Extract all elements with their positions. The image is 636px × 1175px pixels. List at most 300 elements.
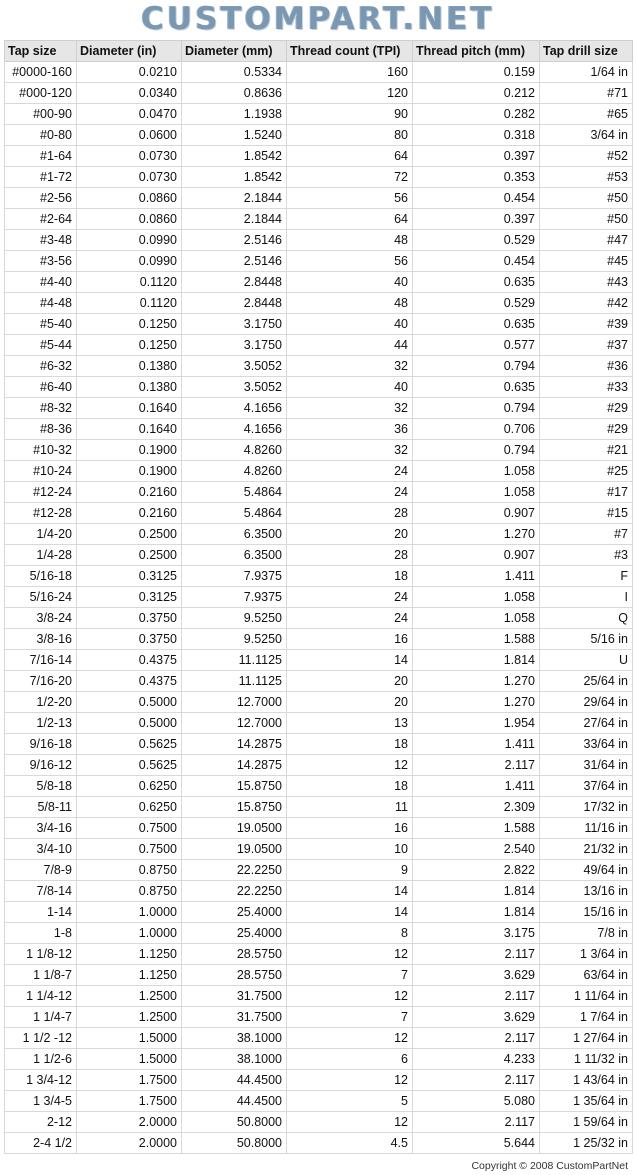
diameter-in-cell: 0.6250 [77, 797, 182, 818]
thread-pitch-cell: 5.644 [413, 1133, 540, 1154]
diameter-in-cell: 1.0000 [77, 902, 182, 923]
table-row [5, 671, 633, 692]
thread-pitch-cell: 1.814 [413, 881, 540, 902]
table-row [5, 188, 633, 209]
tap-size-cell: #5-44 [5, 335, 77, 356]
thread-pitch-cell: 0.635 [413, 314, 540, 335]
diameter-in-cell: 0.1120 [77, 272, 182, 293]
tap-drill-size-cell: #3 [540, 545, 633, 566]
tap-size-cell: #8-32 [5, 398, 77, 419]
tap-size-cell: #0-80 [5, 125, 77, 146]
diameter-in-cell: 0.0340 [77, 83, 182, 104]
thread-pitch-cell: 0.907 [413, 545, 540, 566]
diameter-mm-cell: 3.5052 [182, 356, 287, 377]
diameter-in-cell: 2.0000 [77, 1112, 182, 1133]
diameter-mm-cell: 11.1125 [182, 650, 287, 671]
tap-drill-size-cell: #29 [540, 398, 633, 419]
thread-count-cell: 20 [287, 692, 413, 713]
table-row [5, 482, 633, 503]
thread-count-cell: 18 [287, 734, 413, 755]
table-row [5, 398, 633, 419]
tap-size-cell: 1 1/2 -12 [5, 1028, 77, 1049]
diameter-mm-cell: 3.5052 [182, 377, 287, 398]
thread-count-cell: 18 [287, 566, 413, 587]
thread-pitch-cell: 2.117 [413, 1070, 540, 1091]
tap-drill-size-cell: 1 59/64 in [540, 1112, 633, 1133]
tap-drill-size-cell: #15 [540, 503, 633, 524]
tap-drill-size-cell: #7 [540, 524, 633, 545]
diameter-in-cell: 0.0470 [77, 104, 182, 125]
diameter-mm-cell: 9.5250 [182, 629, 287, 650]
thread-pitch-cell: 2.309 [413, 797, 540, 818]
thread-count-cell: 6 [287, 1049, 413, 1070]
diameter-in-cell: 1.1250 [77, 944, 182, 965]
table-row [5, 524, 633, 545]
tap-size-cell: 1 1/4-12 [5, 986, 77, 1007]
diameter-mm-cell: 1.8542 [182, 167, 287, 188]
diameter-in-cell: 0.5000 [77, 692, 182, 713]
tap-size-cell: 7/16-14 [5, 650, 77, 671]
tap-size-cell: #6-40 [5, 377, 77, 398]
tap-size-cell: 9/16-18 [5, 734, 77, 755]
tap-size-cell: 3/8-16 [5, 629, 77, 650]
table-body [5, 62, 633, 1154]
thread-pitch-cell: 0.397 [413, 146, 540, 167]
thread-count-cell: 12 [287, 755, 413, 776]
thread-count-cell: 4.5 [287, 1133, 413, 1154]
diameter-in-cell: 0.7500 [77, 839, 182, 860]
tap-drill-size-cell: 5/16 in [540, 629, 633, 650]
tap-drill-size-cell: 49/64 in [540, 860, 633, 881]
diameter-in-cell: 0.0600 [77, 125, 182, 146]
tap-size-cell: 1/4-20 [5, 524, 77, 545]
tap-size-cell: 5/16-18 [5, 566, 77, 587]
tap-drill-size-cell: 25/64 in [540, 671, 633, 692]
table-row [5, 776, 633, 797]
diameter-mm-cell: 19.0500 [182, 818, 287, 839]
diameter-mm-cell: 5.4864 [182, 503, 287, 524]
thread-count-cell: 16 [287, 818, 413, 839]
diameter-in-cell: 0.3750 [77, 629, 182, 650]
tap-size-cell: #00-90 [5, 104, 77, 125]
table-row [5, 314, 633, 335]
thread-count-cell: 64 [287, 146, 413, 167]
thread-count-cell: 13 [287, 713, 413, 734]
tap-drill-size-cell: #33 [540, 377, 633, 398]
thread-pitch-cell: 0.635 [413, 272, 540, 293]
diameter-mm-cell: 2.1844 [182, 188, 287, 209]
diameter-in-cell: 1.5000 [77, 1049, 182, 1070]
tap-size-cell: 5/8-11 [5, 797, 77, 818]
diameter-mm-cell: 50.8000 [182, 1112, 287, 1133]
thread-count-cell: 12 [287, 944, 413, 965]
thread-pitch-cell: 0.635 [413, 377, 540, 398]
table-row [5, 293, 633, 314]
tap-size-cell: 1 3/4-5 [5, 1091, 77, 1112]
diameter-mm-cell: 31.7500 [182, 986, 287, 1007]
diameter-in-cell: 0.1250 [77, 314, 182, 335]
tap-size-cell: 7/8-14 [5, 881, 77, 902]
diameter-mm-cell: 22.2250 [182, 881, 287, 902]
diameter-in-cell: 0.0730 [77, 167, 182, 188]
tap-drill-size-cell: 1 11/32 in [540, 1049, 633, 1070]
table-row [5, 377, 633, 398]
table-row [5, 440, 633, 461]
table-row [5, 461, 633, 482]
diameter-mm-cell: 2.5146 [182, 251, 287, 272]
tap-drill-size-cell: #25 [540, 461, 633, 482]
diameter-mm-cell: 50.8000 [182, 1133, 287, 1154]
tap-drill-size-cell: 27/64 in [540, 713, 633, 734]
thread-pitch-cell: 1.411 [413, 566, 540, 587]
table-header-row [5, 41, 633, 62]
table-row [5, 734, 633, 755]
thread-pitch-cell: 0.529 [413, 230, 540, 251]
tap-size-cell: #4-40 [5, 272, 77, 293]
diameter-in-cell: 2.0000 [77, 1133, 182, 1154]
diameter-in-cell: 0.4375 [77, 650, 182, 671]
table-row [5, 818, 633, 839]
diameter-in-cell: 0.0730 [77, 146, 182, 167]
copyright-notice: Copyright © 2008 CustomPartNet [471, 1160, 628, 1172]
thread-pitch-cell: 0.529 [413, 293, 540, 314]
thread-count-cell: 14 [287, 881, 413, 902]
thread-pitch-cell: 0.706 [413, 419, 540, 440]
diameter-in-cell: 0.0990 [77, 251, 182, 272]
thread-pitch-cell: 1.411 [413, 776, 540, 797]
diameter-in-cell: 0.8750 [77, 881, 182, 902]
table-row [5, 755, 633, 776]
thread-pitch-cell: 2.117 [413, 755, 540, 776]
table-row [5, 839, 633, 860]
thread-count-cell: 8 [287, 923, 413, 944]
tap-size-cell: 1/2-13 [5, 713, 77, 734]
thread-pitch-cell: 1.270 [413, 671, 540, 692]
diameter-in-cell: 0.2500 [77, 545, 182, 566]
tap-drill-size-cell: #42 [540, 293, 633, 314]
tap-drill-size-cell: #65 [540, 104, 633, 125]
table-row [5, 692, 633, 713]
tap-drill-size-cell: 1/64 in [540, 62, 633, 83]
table-row [5, 1028, 633, 1049]
tap-drill-size-cell: #43 [540, 272, 633, 293]
diameter-in-cell: 0.7500 [77, 818, 182, 839]
diameter-mm-cell: 6.3500 [182, 524, 287, 545]
thread-pitch-cell: 1.814 [413, 650, 540, 671]
thread-count-cell: 18 [287, 776, 413, 797]
thread-count-cell: 7 [287, 965, 413, 986]
tap-size-cell: 3/4-10 [5, 839, 77, 860]
thread-pitch-cell: 1.588 [413, 629, 540, 650]
tap-size-cell: 1 1/8-12 [5, 944, 77, 965]
tap-drill-size-cell: 21/32 in [540, 839, 633, 860]
thread-count-cell: 24 [287, 482, 413, 503]
thread-count-cell: 120 [287, 83, 413, 104]
tap-size-table [4, 40, 633, 1154]
thread-pitch-cell: 1.058 [413, 587, 540, 608]
diameter-mm-cell: 4.8260 [182, 440, 287, 461]
tap-drill-size-cell: 1 7/64 in [540, 1007, 633, 1028]
table-row [5, 944, 633, 965]
thread-pitch-cell: 0.907 [413, 503, 540, 524]
tap-size-cell: 1/4-28 [5, 545, 77, 566]
diameter-mm-cell: 22.2250 [182, 860, 287, 881]
tap-size-cell: #12-24 [5, 482, 77, 503]
table-row [5, 1007, 633, 1028]
table-row [5, 1049, 633, 1070]
thread-pitch-cell: 1.588 [413, 818, 540, 839]
thread-count-cell: 40 [287, 377, 413, 398]
thread-count-cell: 40 [287, 314, 413, 335]
thread-count-cell: 14 [287, 650, 413, 671]
diameter-in-cell: 1.2500 [77, 986, 182, 1007]
diameter-in-cell: 0.5625 [77, 734, 182, 755]
tap-drill-size-cell: 15/16 in [540, 902, 633, 923]
thread-pitch-cell: 0.794 [413, 440, 540, 461]
tap-size-cell: 1/2-20 [5, 692, 77, 713]
tap-drill-size-cell: #36 [540, 356, 633, 377]
diameter-in-cell: 1.1250 [77, 965, 182, 986]
thread-pitch-cell: 4.233 [413, 1049, 540, 1070]
thread-pitch-cell: 2.117 [413, 1112, 540, 1133]
table-row [5, 1133, 633, 1154]
thread-count-cell: 64 [287, 209, 413, 230]
diameter-mm-cell: 4.8260 [182, 461, 287, 482]
tap-size-cell: #0000-160 [5, 62, 77, 83]
thread-count-cell: 24 [287, 608, 413, 629]
thread-pitch-cell: 3.629 [413, 965, 540, 986]
thread-count-cell: 48 [287, 293, 413, 314]
tap-drill-size-cell: #29 [540, 419, 633, 440]
diameter-in-cell: 0.3125 [77, 566, 182, 587]
diameter-in-cell: 0.5000 [77, 713, 182, 734]
thread-pitch-cell: 2.822 [413, 860, 540, 881]
diameter-in-cell: 0.0860 [77, 209, 182, 230]
diameter-in-cell: 1.7500 [77, 1091, 182, 1112]
tap-drill-size-cell: 1 25/32 in [540, 1133, 633, 1154]
table-row [5, 986, 633, 1007]
tap-drill-size-cell: #53 [540, 167, 633, 188]
thread-count-cell: 90 [287, 104, 413, 125]
tap-size-cell: #2-56 [5, 188, 77, 209]
tap-size-cell: 1-8 [5, 923, 77, 944]
thread-pitch-cell: 0.318 [413, 125, 540, 146]
table-row [5, 125, 633, 146]
column-header: Diameter (mm) [182, 41, 287, 62]
thread-pitch-cell: 0.159 [413, 62, 540, 83]
tap-drill-size-cell: #71 [540, 83, 633, 104]
tap-drill-size-cell: 63/64 in [540, 965, 633, 986]
tap-drill-size-cell: 1 3/64 in [540, 944, 633, 965]
diameter-mm-cell: 44.4500 [182, 1091, 287, 1112]
thread-pitch-cell: 3.175 [413, 923, 540, 944]
diameter-in-cell: 0.4375 [77, 671, 182, 692]
thread-pitch-cell: 1.058 [413, 461, 540, 482]
tap-size-cell: #3-48 [5, 230, 77, 251]
diameter-mm-cell: 19.0500 [182, 839, 287, 860]
diameter-in-cell: 0.1380 [77, 377, 182, 398]
tap-drill-size-cell: Q [540, 608, 633, 629]
thread-count-cell: 24 [287, 461, 413, 482]
table-row [5, 419, 633, 440]
thread-count-cell: 44 [287, 335, 413, 356]
tap-drill-size-cell: 31/64 in [540, 755, 633, 776]
tap-size-cell: #5-40 [5, 314, 77, 335]
diameter-mm-cell: 3.1750 [182, 335, 287, 356]
diameter-in-cell: 0.1900 [77, 461, 182, 482]
tap-size-cell: 1 1/8-7 [5, 965, 77, 986]
diameter-mm-cell: 15.8750 [182, 797, 287, 818]
thread-pitch-cell: 0.454 [413, 188, 540, 209]
diameter-mm-cell: 1.8542 [182, 146, 287, 167]
tap-size-cell: #10-32 [5, 440, 77, 461]
tap-size-cell: 1 1/2-6 [5, 1049, 77, 1070]
tap-size-cell: #3-56 [5, 251, 77, 272]
diameter-in-cell: 0.3750 [77, 608, 182, 629]
table-row [5, 965, 633, 986]
tap-size-cell: 7/8-9 [5, 860, 77, 881]
tap-drill-size-cell: #45 [540, 251, 633, 272]
diameter-mm-cell: 12.7000 [182, 713, 287, 734]
thread-pitch-cell: 0.454 [413, 251, 540, 272]
tap-size-cell: 3/8-24 [5, 608, 77, 629]
tap-drill-size-cell: #50 [540, 188, 633, 209]
thread-pitch-cell: 3.629 [413, 1007, 540, 1028]
diameter-in-cell: 1.7500 [77, 1070, 182, 1091]
diameter-mm-cell: 1.5240 [182, 125, 287, 146]
thread-count-cell: 20 [287, 671, 413, 692]
diameter-in-cell: 0.5625 [77, 755, 182, 776]
diameter-mm-cell: 25.4000 [182, 902, 287, 923]
thread-count-cell: 32 [287, 440, 413, 461]
tap-drill-size-cell: 29/64 in [540, 692, 633, 713]
thread-count-cell: 28 [287, 503, 413, 524]
tap-size-cell: 1 3/4-12 [5, 1070, 77, 1091]
diameter-mm-cell: 14.2875 [182, 734, 287, 755]
table-row [5, 335, 633, 356]
tap-size-cell: #000-120 [5, 83, 77, 104]
diameter-mm-cell: 4.1656 [182, 398, 287, 419]
thread-pitch-cell: 1.058 [413, 482, 540, 503]
thread-pitch-cell: 0.397 [413, 209, 540, 230]
diameter-mm-cell: 44.4500 [182, 1070, 287, 1091]
tap-drill-size-cell: #47 [540, 230, 633, 251]
thread-count-cell: 32 [287, 398, 413, 419]
table-row [5, 902, 633, 923]
thread-count-cell: 56 [287, 188, 413, 209]
table-row [5, 83, 633, 104]
diameter-in-cell: 0.0860 [77, 188, 182, 209]
thread-count-cell: 12 [287, 1112, 413, 1133]
tap-size-cell: 1-14 [5, 902, 77, 923]
tap-drill-size-cell: #17 [540, 482, 633, 503]
diameter-mm-cell: 2.8448 [182, 272, 287, 293]
thread-count-cell: 80 [287, 125, 413, 146]
diameter-in-cell: 0.1640 [77, 419, 182, 440]
tap-drill-size-cell: F [540, 566, 633, 587]
table-row [5, 146, 633, 167]
table-row [5, 1091, 633, 1112]
tap-size-cell: 5/16-24 [5, 587, 77, 608]
table-row [5, 608, 633, 629]
tap-size-cell: #10-24 [5, 461, 77, 482]
thread-pitch-cell: 0.577 [413, 335, 540, 356]
diameter-mm-cell: 14.2875 [182, 755, 287, 776]
table-row [5, 713, 633, 734]
table-row [5, 923, 633, 944]
diameter-in-cell: 0.1380 [77, 356, 182, 377]
thread-count-cell: 20 [287, 524, 413, 545]
tap-drill-size-cell: 7/8 in [540, 923, 633, 944]
thread-count-cell: 9 [287, 860, 413, 881]
tap-drill-size-cell: #21 [540, 440, 633, 461]
thread-count-cell: 160 [287, 62, 413, 83]
diameter-in-cell: 0.1900 [77, 440, 182, 461]
tap-drill-size-cell: 17/32 in [540, 797, 633, 818]
tap-drill-size-cell: 37/64 in [540, 776, 633, 797]
tap-drill-size-cell: 13/16 in [540, 881, 633, 902]
thread-pitch-cell: 0.794 [413, 398, 540, 419]
diameter-mm-cell: 6.3500 [182, 545, 287, 566]
thread-pitch-cell: 2.117 [413, 944, 540, 965]
thread-pitch-cell: 2.117 [413, 1028, 540, 1049]
tap-drill-size-cell: #37 [540, 335, 633, 356]
diameter-in-cell: 0.2160 [77, 503, 182, 524]
thread-pitch-cell: 5.080 [413, 1091, 540, 1112]
thread-pitch-cell: 2.540 [413, 839, 540, 860]
diameter-mm-cell: 31.7500 [182, 1007, 287, 1028]
thread-count-cell: 7 [287, 1007, 413, 1028]
diameter-mm-cell: 2.5146 [182, 230, 287, 251]
tap-drill-size-cell: #39 [540, 314, 633, 335]
diameter-mm-cell: 3.1750 [182, 314, 287, 335]
tap-drill-size-cell: 3/64 in [540, 125, 633, 146]
thread-pitch-cell: 0.794 [413, 356, 540, 377]
tap-size-cell: #8-36 [5, 419, 77, 440]
diameter-mm-cell: 4.1656 [182, 419, 287, 440]
tap-size-cell: 3/4-16 [5, 818, 77, 839]
thread-pitch-cell: 2.117 [413, 986, 540, 1007]
table-row [5, 356, 633, 377]
diameter-in-cell: 0.1250 [77, 335, 182, 356]
tap-size-cell: #4-48 [5, 293, 77, 314]
thread-count-cell: 40 [287, 272, 413, 293]
column-header: Thread pitch (mm) [413, 41, 540, 62]
table-row [5, 860, 633, 881]
thread-count-cell: 16 [287, 629, 413, 650]
diameter-mm-cell: 2.8448 [182, 293, 287, 314]
diameter-mm-cell: 7.9375 [182, 587, 287, 608]
thread-count-cell: 32 [287, 356, 413, 377]
table-row [5, 167, 633, 188]
tap-drill-size-cell: U [540, 650, 633, 671]
thread-count-cell: 56 [287, 251, 413, 272]
thread-pitch-cell: 1.814 [413, 902, 540, 923]
thread-pitch-cell: 1.954 [413, 713, 540, 734]
thread-pitch-cell: 1.270 [413, 692, 540, 713]
table-row [5, 104, 633, 125]
diameter-in-cell: 0.1120 [77, 293, 182, 314]
tap-drill-size-cell: I [540, 587, 633, 608]
thread-count-cell: 24 [287, 587, 413, 608]
site-logo [0, 0, 636, 40]
table-row [5, 209, 633, 230]
diameter-mm-cell: 2.1844 [182, 209, 287, 230]
thread-pitch-cell: 0.353 [413, 167, 540, 188]
diameter-in-cell: 0.2160 [77, 482, 182, 503]
tap-drill-size-cell: #52 [540, 146, 633, 167]
tap-size-cell: #1-64 [5, 146, 77, 167]
